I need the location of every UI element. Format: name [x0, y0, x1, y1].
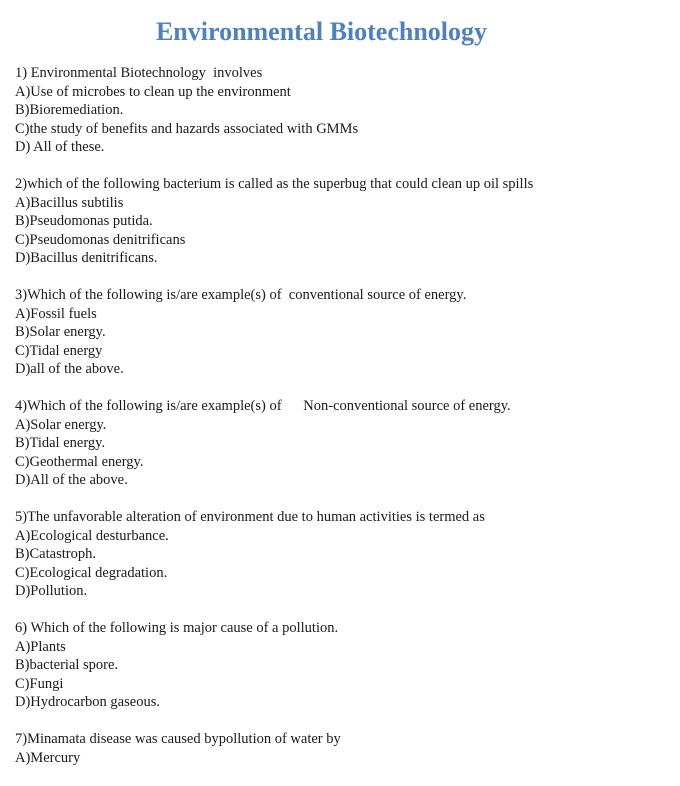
option-b: B)Solar energy.	[15, 324, 106, 340]
question-text: 5)The unfavorable alteration of environment due to human activities is termed as	[15, 509, 485, 525]
option-a: A)Fossil fuels	[15, 305, 97, 322]
option-a: A)Bacillus subtilis	[15, 194, 124, 211]
option-d: D) All of these.	[15, 139, 105, 155]
question-text: 7)Minamata disease was caused bypollution of water by	[15, 731, 341, 747]
option-c: C)Pseudomonas denitrificans	[15, 231, 186, 248]
page-title: Environmental Biotechnology	[155, 17, 488, 46]
option-d: D)Hydrocarbon gaseous.	[15, 694, 160, 710]
option-c: C)Geothermal energy.	[15, 453, 144, 470]
question-5	[15, 508, 675, 601]
question-text: 4)Which of the following is/are example(s) of Non-conventional source of energy.	[15, 398, 511, 414]
option-d: D)Bacillus denitrificans.	[15, 250, 158, 266]
option-b: B)Tidal energy.	[15, 435, 106, 451]
question-text: 2)which of the following bacterium is called as the superbug that could clean up oil spills	[15, 176, 534, 192]
option-c: C)Fungi	[15, 675, 64, 692]
question-2	[15, 175, 675, 268]
option-c: C)Tidal energy	[15, 342, 103, 359]
question-7	[15, 730, 675, 767]
option-d: D)Pollution.	[15, 583, 88, 599]
option-a: A)Solar energy.	[15, 416, 107, 433]
option-a: A)Plants	[15, 638, 66, 655]
option-a: A)Ecological desturbance.	[15, 527, 169, 544]
question-list	[15, 64, 675, 786]
question-6	[15, 619, 675, 712]
option-d: D)All of the above.	[15, 472, 128, 488]
question-text: 1) Environmental Biotechnology involves	[15, 65, 263, 81]
question-1	[15, 64, 675, 157]
option-a: A)Use of microbes to clean up the environment	[15, 83, 291, 100]
option-b: B)Pseudomonas putida.	[15, 213, 153, 229]
option-b: B)Bioremediation.	[15, 102, 124, 118]
question-text: 6) Which of the following is major cause of a pollution.	[15, 620, 339, 636]
option-d: D)all of the above.	[15, 361, 124, 377]
option-b: B)Catastroph.	[15, 546, 96, 562]
question-4	[15, 397, 675, 490]
option-b: B)bacterial spore.	[15, 657, 119, 673]
question-3	[15, 286, 675, 379]
option-c: C)Ecological degradation.	[15, 564, 168, 581]
option-a: A)Mercury	[15, 749, 81, 766]
question-text: 3)Which of the following is/are example(s) of conventional source of energy.	[15, 287, 467, 303]
option-c: C)the study of benefits and hazards associated with GMMs	[15, 120, 359, 137]
